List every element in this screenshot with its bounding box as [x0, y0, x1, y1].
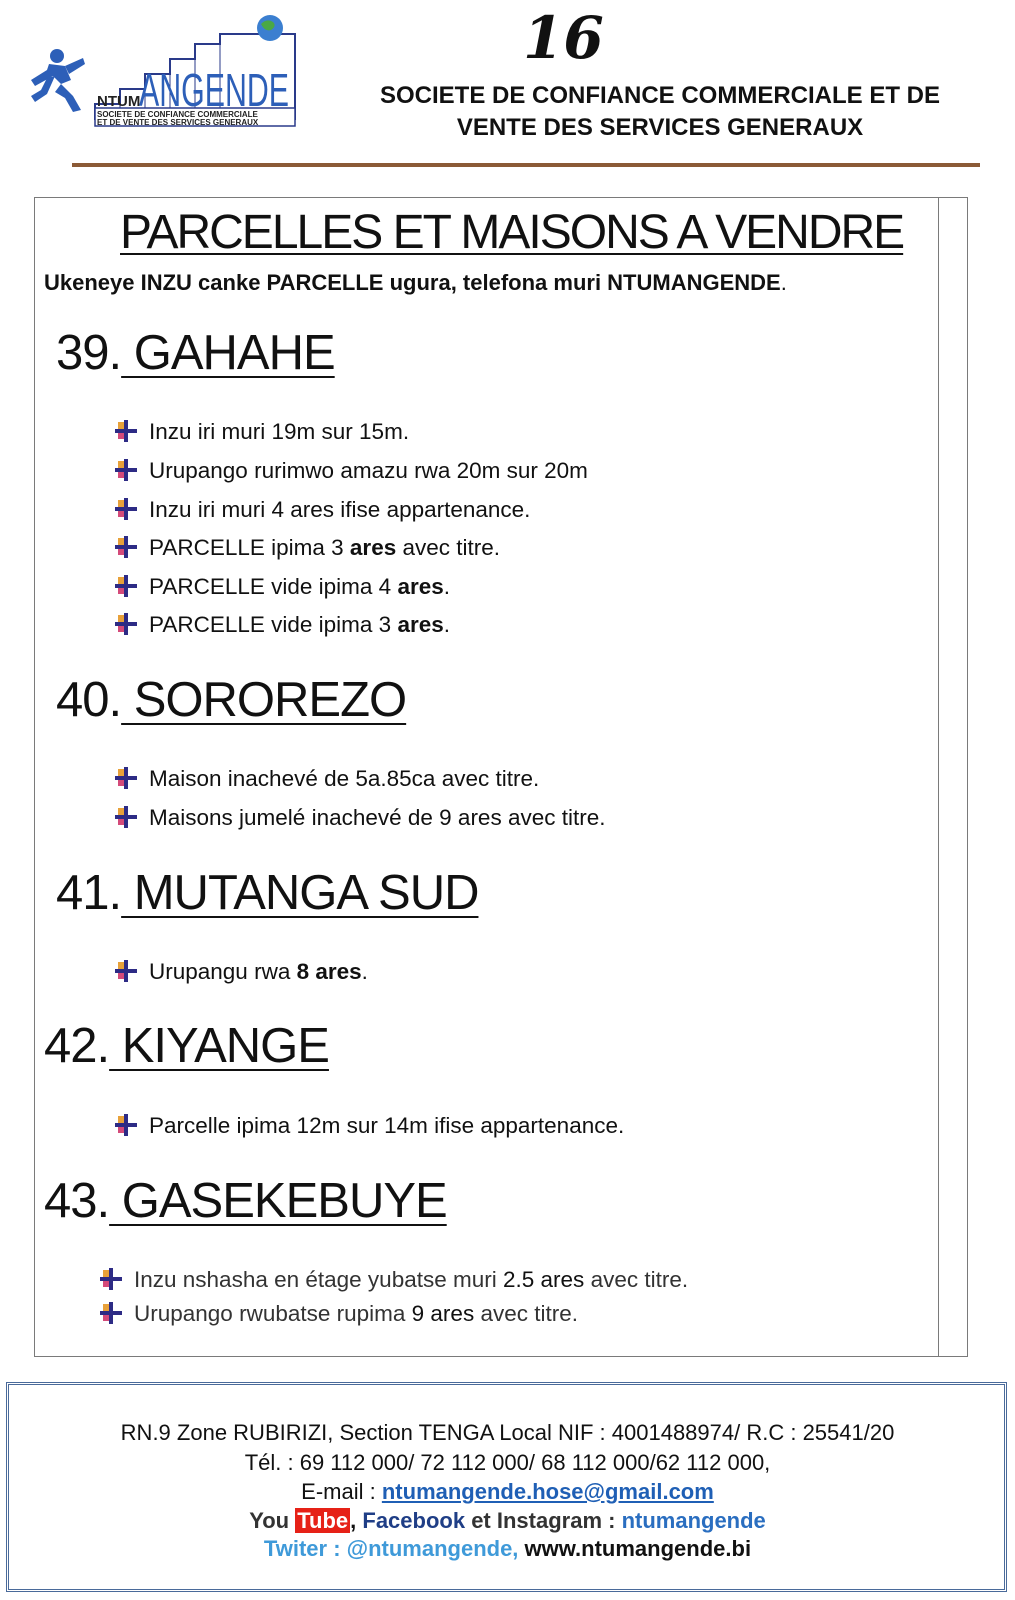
section-number: 42.	[44, 1019, 110, 1073]
footer-email-line	[0, 1479, 1015, 1505]
page-number: 16	[523, 4, 604, 72]
list-item: Inzu iri muri 4 ares ifise appartenance.	[149, 497, 531, 522]
social-comma: ,	[350, 1508, 363, 1533]
page-title: PARCELLES ET MAISONS A VENDRE	[120, 206, 904, 259]
logo-tagline-2: ET DE VENTE DES SERVICES GENERAUX	[97, 118, 259, 127]
email-label: E-mail :	[301, 1479, 382, 1504]
list-item: Maison inachevé de 5a.85ca avec titre.	[149, 766, 540, 791]
bullet-icon	[115, 613, 137, 635]
runner-icon	[31, 49, 85, 112]
bullet-icon	[115, 806, 137, 828]
facebook-label: Facebook	[362, 1508, 466, 1533]
company-line-2: VENTE DES SERVICES GENERAUX	[456, 114, 864, 141]
bullet-icon	[115, 420, 137, 442]
list-item: Urupango rwubatse rupima 9 ares avec titre.	[134, 1301, 578, 1326]
ntumangende-logo	[25, 14, 305, 134]
twitter-handle: Twiter : @ntumangende,	[263, 1536, 525, 1561]
youtube-you: You	[249, 1508, 296, 1533]
bullet-icon	[115, 536, 137, 558]
section-name: GAHAHE	[121, 326, 335, 380]
header-divider	[72, 163, 980, 167]
email-link[interactable]: ntumangende.hose@gmail.com	[381, 1479, 714, 1504]
section-name: KIYANGE	[109, 1019, 329, 1073]
list-item: Inzu iri muri 19m sur 15m.	[149, 419, 410, 444]
section-name: SOROREZO	[121, 673, 407, 727]
section-name: MUTANGA SUD	[121, 866, 479, 920]
section-number: 39.	[56, 326, 122, 380]
subtitle-end: .	[780, 270, 787, 295]
company-line-1: SOCIETE DE CONFIANCE COMMERCIALE ET DE	[379, 82, 941, 109]
logo-tagline-1: SOCIETE DE CONFIANCE COMMERCIALE	[97, 110, 258, 119]
footer-address: RN.9 Zone RUBIRIZI, Section TENGA Local NIF : 4001488974/ R.C : 25541/20	[120, 1420, 895, 1445]
list-item: Urupango rurimwo amazu rwa 20m sur 20m	[149, 458, 588, 483]
bullet-icon	[115, 767, 137, 789]
section-number: 40.	[56, 673, 122, 727]
page-subtitle	[44, 270, 787, 296]
list-item: Urupangu rwa 8 ares.	[149, 959, 368, 984]
section-number: 43.	[44, 1174, 110, 1228]
section-heading-sororezo	[56, 672, 406, 728]
section-heading-mutanga-sud	[56, 865, 478, 921]
list-item: Parcelle ipima 12m sur 14m ifise appartenance.	[149, 1113, 625, 1138]
footer-social-line	[0, 1508, 1015, 1534]
section-heading-gahahe	[56, 325, 335, 381]
bullet-icon	[115, 575, 137, 597]
social-handle: ntumangende	[621, 1508, 766, 1533]
list-item: Maisons jumelé inachevé de 9 ares avec titre.	[149, 805, 606, 830]
logo-brand-part1: NTUM	[97, 93, 141, 110]
section-name: GASEKEBUYE	[109, 1174, 447, 1228]
subtitle-text: Ukeneye INZU canke PARCELLE ugura, telefona muri NTUMANGENDE	[44, 270, 781, 295]
section-heading-kiyange	[44, 1018, 329, 1074]
list-item: PARCELLE vide ipima 4 ares.	[149, 574, 451, 599]
bullet-icon	[115, 459, 137, 481]
bullet-icon	[115, 1114, 137, 1136]
list-item: PARCELLE vide ipima 3 ares.	[149, 612, 451, 637]
bullet-icon	[115, 498, 137, 520]
bullet-icon	[115, 960, 137, 982]
list-item: Inzu nshasha en étage yubatse muri 2.5 ares avec titre.	[134, 1267, 689, 1292]
side-column	[938, 198, 967, 1356]
bullet-icon	[100, 1268, 122, 1290]
footer-web-line	[0, 1536, 1015, 1562]
instagram-label: et Instagram :	[465, 1508, 622, 1533]
footer-phones: Tél. : 69 112 000/ 72 112 000/ 68 112 000/62 112 000,	[244, 1450, 771, 1475]
list-item: PARCELLE ipima 3 ares avec titre.	[149, 535, 501, 560]
bullet-icon	[100, 1302, 122, 1324]
section-number: 41.	[56, 866, 122, 920]
section-heading-gasekebuye	[44, 1173, 447, 1229]
youtube-tube: Tube	[297, 1508, 349, 1533]
company-name	[355, 80, 965, 144]
logo-brand-part2: ANGENDE	[139, 64, 289, 116]
website-link[interactable]: www.ntumangende.bi	[524, 1536, 752, 1561]
